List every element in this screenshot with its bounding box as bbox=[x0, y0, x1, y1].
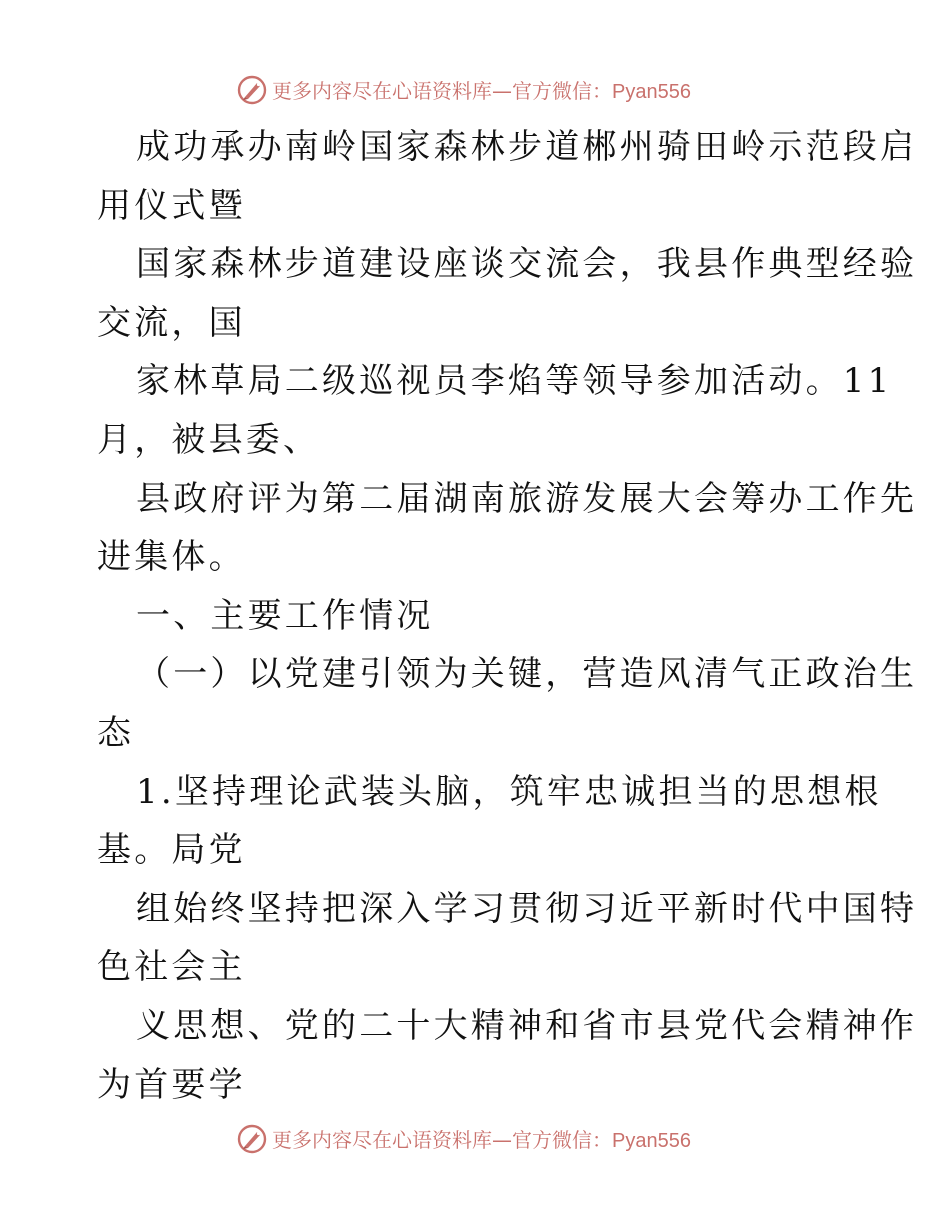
paragraph bbox=[97, 470, 918, 587]
watermark-text: 更多内容尽在心语资料库—官方微信：Pyan556 bbox=[272, 1128, 691, 1152]
paragraph-line: 为首要学 bbox=[97, 1064, 246, 1105]
paragraph-line: 进集体。 bbox=[97, 537, 246, 578]
paragraph-line: 基。局党 bbox=[97, 830, 246, 871]
watermark-banner-top bbox=[0, 72, 950, 112]
paragraph-line: 一、主要工作情况 bbox=[136, 595, 434, 636]
pen-logo-icon bbox=[236, 74, 268, 106]
paragraph-line: 国家森林步道建设座谈交流会，我县作典型经验 bbox=[136, 244, 918, 285]
paragraph-line: （一）以党建引领为关键，营造风清气正政治生 bbox=[136, 654, 918, 695]
section-heading bbox=[97, 587, 857, 646]
paragraph-line: 月，被县委、 bbox=[97, 419, 321, 460]
watermark-text: 更多内容尽在心语资料库—官方微信：Pyan556 bbox=[272, 79, 691, 103]
paragraph-line: 用仪式暨 bbox=[97, 185, 246, 226]
wechat-id: Pyan556 bbox=[612, 1130, 691, 1152]
paragraph-line: 县政府评为第二届湖南旅游发展大会筹办工作先 bbox=[136, 478, 918, 519]
paragraph bbox=[97, 235, 918, 352]
pen-logo-icon bbox=[236, 1123, 268, 1155]
paragraph-line: 色社会主 bbox=[97, 947, 246, 988]
document-body bbox=[97, 118, 918, 1114]
paragraph bbox=[97, 997, 918, 1114]
paragraph bbox=[97, 352, 893, 469]
wechat-id: Pyan556 bbox=[612, 81, 691, 103]
paragraph-line: 义思想、党的二十大精神和省市县党代会精神作 bbox=[136, 1005, 918, 1046]
subsection-heading bbox=[97, 645, 918, 762]
watermark-banner-bottom bbox=[0, 1121, 950, 1161]
paragraph-line: 交流，国 bbox=[97, 302, 246, 343]
paragraph bbox=[97, 118, 918, 235]
paragraph-line: 态 bbox=[97, 712, 135, 753]
paragraph-line: 成功承办南岭国家森林步道郴州骑田岭示范段启 bbox=[136, 127, 918, 167]
paragraph bbox=[97, 880, 918, 997]
paragraph-line: 家林草局二级巡视员李焰等领导参加活动。11 bbox=[136, 361, 893, 402]
paragraph-line: 1.坚持理论武装头脑，筑牢忠诚担当的思想根 bbox=[136, 771, 882, 812]
paragraph bbox=[97, 763, 882, 880]
paragraph-line: 组始终坚持把深入学习贯彻习近平新时代中国特 bbox=[136, 888, 918, 929]
